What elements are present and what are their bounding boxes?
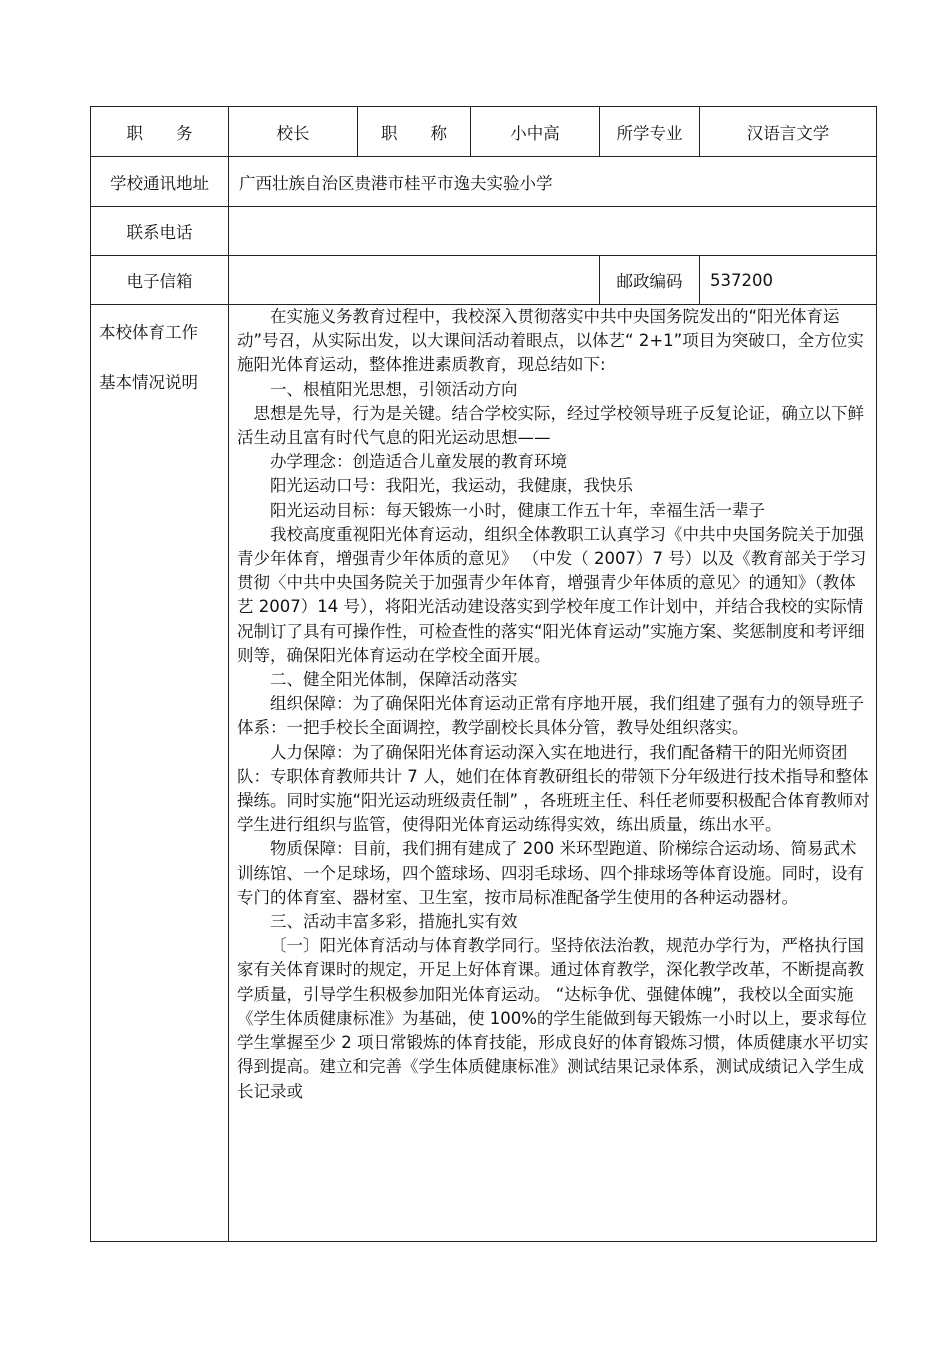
- postcode-value: 537200: [700, 256, 877, 305]
- section-heading: 二、健全阳光体制，保障活动落实: [270, 670, 518, 690]
- title-value: 小中高: [471, 107, 600, 157]
- paragraph: 〔一〕阳光体育活动与体育教学同行。坚持依法治教，规范办学行为，严格执行国家有关体育课时的规定，开足上好体育课。通过体育教学，深化教学改革，不断提高教学质量，引导学生积极参加阳光体育运动。 “达标争优、强健体魄”，我校以全面实施《学生体质健康标准》为基础，使 100%的学生能做到每天锻炼一小时以上，要求每位学生掌握至少 2 项日常锻炼的体育技能，形成良好的体育锻炼习惯，体质健康水平切实得到提高。建立和完善《学生体质健康标准》测试结果记录体系，测试成绩记入学生成长记录或: [237, 936, 869, 1101]
- paragraph: 物质保障：目前，我们拥有建成了 200 米环型跑道、阶梯综合运动场、简易武术训练馆、一个足球场，四个篮球场、四羽毛球场、四个排球场等体育设施。同时，设有专门的体育室、器材室、卫生室，按市局标准配备学生使用的各种运动器材。: [237, 839, 864, 907]
- paragraph: 组织保障：为了确保阳光体育运动正常有序地开展，我们组建了强有力的领导班子体系：一把手校长全面调控，教学副校长具体分管，教导处组织落实。: [237, 694, 864, 738]
- address-label: 学校通讯地址: [91, 157, 229, 207]
- email-label: 电子信箱: [91, 256, 229, 305]
- position-value: 校长: [229, 107, 358, 157]
- phone-label: 联系电话: [91, 207, 229, 256]
- title-label: 职 称: [358, 107, 471, 157]
- major-label: 所学专业: [600, 107, 700, 157]
- description-label-line1: 本校体育工作: [99, 323, 198, 342]
- info-form-table: [90, 106, 877, 1242]
- phone-value: [229, 207, 877, 256]
- table-row: [91, 256, 877, 305]
- paragraph: 在实施义务教育过程中，我校深入贯彻落实中共中央国务院发出的“阳光体育运动”号召，从实际出发，以大课间活动着眼点，以体艺“ 2+1”项目为突破口，全方位实施阳光体育运动，整体推进素质教育，现总结如下:: [237, 307, 864, 375]
- table-row: [91, 157, 877, 207]
- description-label-line2: 基本情况说明: [99, 373, 198, 392]
- position-label: 职 务: [91, 107, 229, 157]
- email-value: [229, 256, 600, 305]
- address-value: 广西壮族自治区贵港市桂平市逸夫实验小学: [229, 157, 877, 207]
- paragraph: 办学理念：创造适合儿童发展的教育环境: [270, 452, 567, 472]
- table-row: [91, 107, 877, 157]
- paragraph: 阳光运动口号：我阳光，我运动，我健康，我快乐: [270, 476, 633, 496]
- description-body: [229, 305, 877, 1242]
- paragraph: 人力保障：为了确保阳光体育运动深入实在地进行，我们配备精干的阳光师资团队：专职体育教师共计 7 人，她们在体育教研组长的带领下分年级进行技术指导和整体操练。同时实施“阳光运动班级责任制” ，各班班主任、科任老师要积极配合体育教师对学生进行组织与监管，使得阳光体育运动练得实效，练出质量，练出水平。: [237, 742, 870, 835]
- paragraph: 思想是先导，行为是关键。结合学校实际，经过学校领导班子反复论证，确立以下鲜活生动且富有时代气息的阳光运动思想——: [237, 403, 864, 448]
- section-heading: 一、根植阳光思想，引领活动方向: [270, 379, 518, 399]
- section-heading: 三、活动丰富多彩，措施扎实有效: [270, 912, 518, 932]
- paragraph: 阳光运动目标：每天锻炼一小时，健康工作五十年，幸福生活一辈子: [270, 500, 765, 520]
- table-row: [91, 305, 877, 1242]
- description-label: [91, 305, 229, 1242]
- paragraph: 我校高度重视阳光体育运动，组织全体教职工认真学习《中共中央国务院关于加强青少年体育，增强青少年体质的意见》 （中发（ 2007）7 号）以及《教育部关于学习贯彻〈中共中央国务院关于加强青少年体育，增强青少年体质的意见〉的通知》（教体艺 2007）14 号），将阳光活动建设落实到学校年度工作计划中，并结合我校的实际情况制订了具有可操作性，可检查性的落实“阳光体育运动”实施方案、奖惩制度和考评细则等，确保阳光体育运动在学校全面开展。: [237, 524, 867, 665]
- table-row: [91, 207, 877, 256]
- major-value: 汉语言文学: [700, 107, 877, 157]
- postcode-label: 邮政编码: [600, 256, 700, 305]
